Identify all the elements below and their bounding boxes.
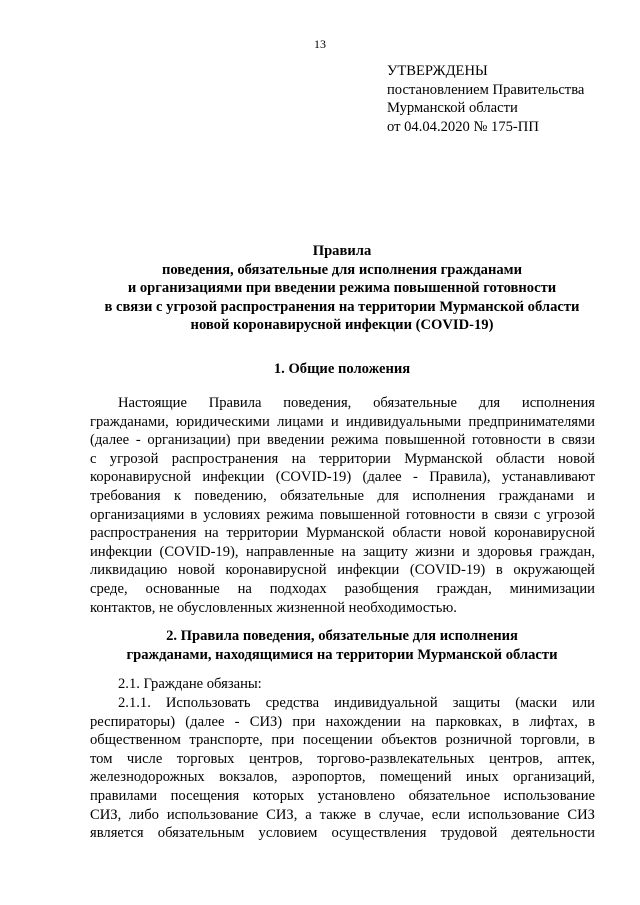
paragraph-line: 2.1.1. Использовать средства индивидуальной защиты (маски или xyxy=(118,695,595,711)
approval-block xyxy=(387,62,584,136)
approval-line: постановлением Правительства xyxy=(387,81,585,98)
approval-line: от 04.04.2020 № 175-ПП xyxy=(387,118,539,135)
document-title xyxy=(60,242,624,335)
section-2-heading xyxy=(60,627,624,664)
title-line: поведения, обязательные для исполнения гражданами xyxy=(161,261,523,278)
section-heading-line: 1. Общие положения xyxy=(273,361,411,377)
paragraph-line: является обязательным условием осуществления трудовой деятельности xyxy=(90,825,595,842)
section-1-paragraph xyxy=(90,394,595,617)
title-line: Правила xyxy=(312,243,372,259)
paragraph-line: правилами посещения которых установлено обязательное использование xyxy=(90,787,595,804)
page-number: 13 xyxy=(314,37,326,51)
section-heading-line: гражданами, находящимися на территории Мурманской области xyxy=(126,646,558,663)
paragraph-line: ликвидацию новой коронавирусной инфекции (COVID-19) в окружающей xyxy=(90,562,595,579)
title-line: в связи с угрозой распространения на территории Мурманской области xyxy=(104,298,580,315)
approval-line: УТВЕРЖДЕНЫ xyxy=(387,63,488,79)
paragraph-line: организациями в условиях режима повышенной готовности в связи с угрозой xyxy=(90,506,595,523)
clause-2-1-1-paragraph xyxy=(90,694,595,843)
clause-2-1: 2.1. Граждане обязаны: xyxy=(118,676,262,692)
paragraph-line: (далее - организации) при введении режима повышенной готовности в связи xyxy=(90,432,595,449)
paragraph-line: респираторы) (далее - СИЗ) при нахождении на парковках, в лифтах, в xyxy=(90,713,595,730)
paragraph-line: распространения на территории Мурманской области новой коронавирусной xyxy=(90,525,595,542)
paragraph-line: контактов, не обусловленных жизненной необходимостью. xyxy=(90,599,457,616)
paragraph-line: среде, основанные на подходах разобщения граждан, минимизации xyxy=(90,580,595,597)
paragraph-line: том числе торговых центров, торгово-развлекательных центров, аптек, xyxy=(90,750,595,767)
title-line: новой коронавирусной инфекции (COVID-19) xyxy=(190,317,494,333)
paragraph-line: инфекции (COVID-19), направленные на защиту жизни и здоровья граждан, xyxy=(90,543,595,560)
approval-line: Мурманской области xyxy=(387,100,518,116)
paragraph-line: Настоящие Правила поведения, обязательные для исполнения xyxy=(118,395,595,411)
title-line: и организациями при введении режима повышенной готовности xyxy=(127,280,557,296)
paragraph-line: гражданами, юридическими лицами и индивидуальными предпринимателями xyxy=(90,413,595,430)
paragraph-line: требования к поведению, обязательные для исполнения гражданами и xyxy=(90,487,595,504)
paragraph-line: общественном транспорте, при посещении объектов розничной торговли, в xyxy=(90,732,595,749)
paragraph-line: железнодорожных вокзалов, аэропортов, помещений иных организаций, xyxy=(90,769,595,786)
paragraph-line: с угрозой распространения на территории Мурманской области новой xyxy=(90,450,595,467)
paragraph-line: коронавирусной инфекции (COVID-19) (далее - Правила), устанавливают xyxy=(90,469,595,486)
section-1-heading xyxy=(60,360,624,379)
paragraph-line: СИЗ, либо использование СИЗ, а также в случае, если использование СИЗ xyxy=(90,806,595,823)
section-heading-line: 2. Правила поведения, обязательные для исполнения xyxy=(166,628,518,644)
